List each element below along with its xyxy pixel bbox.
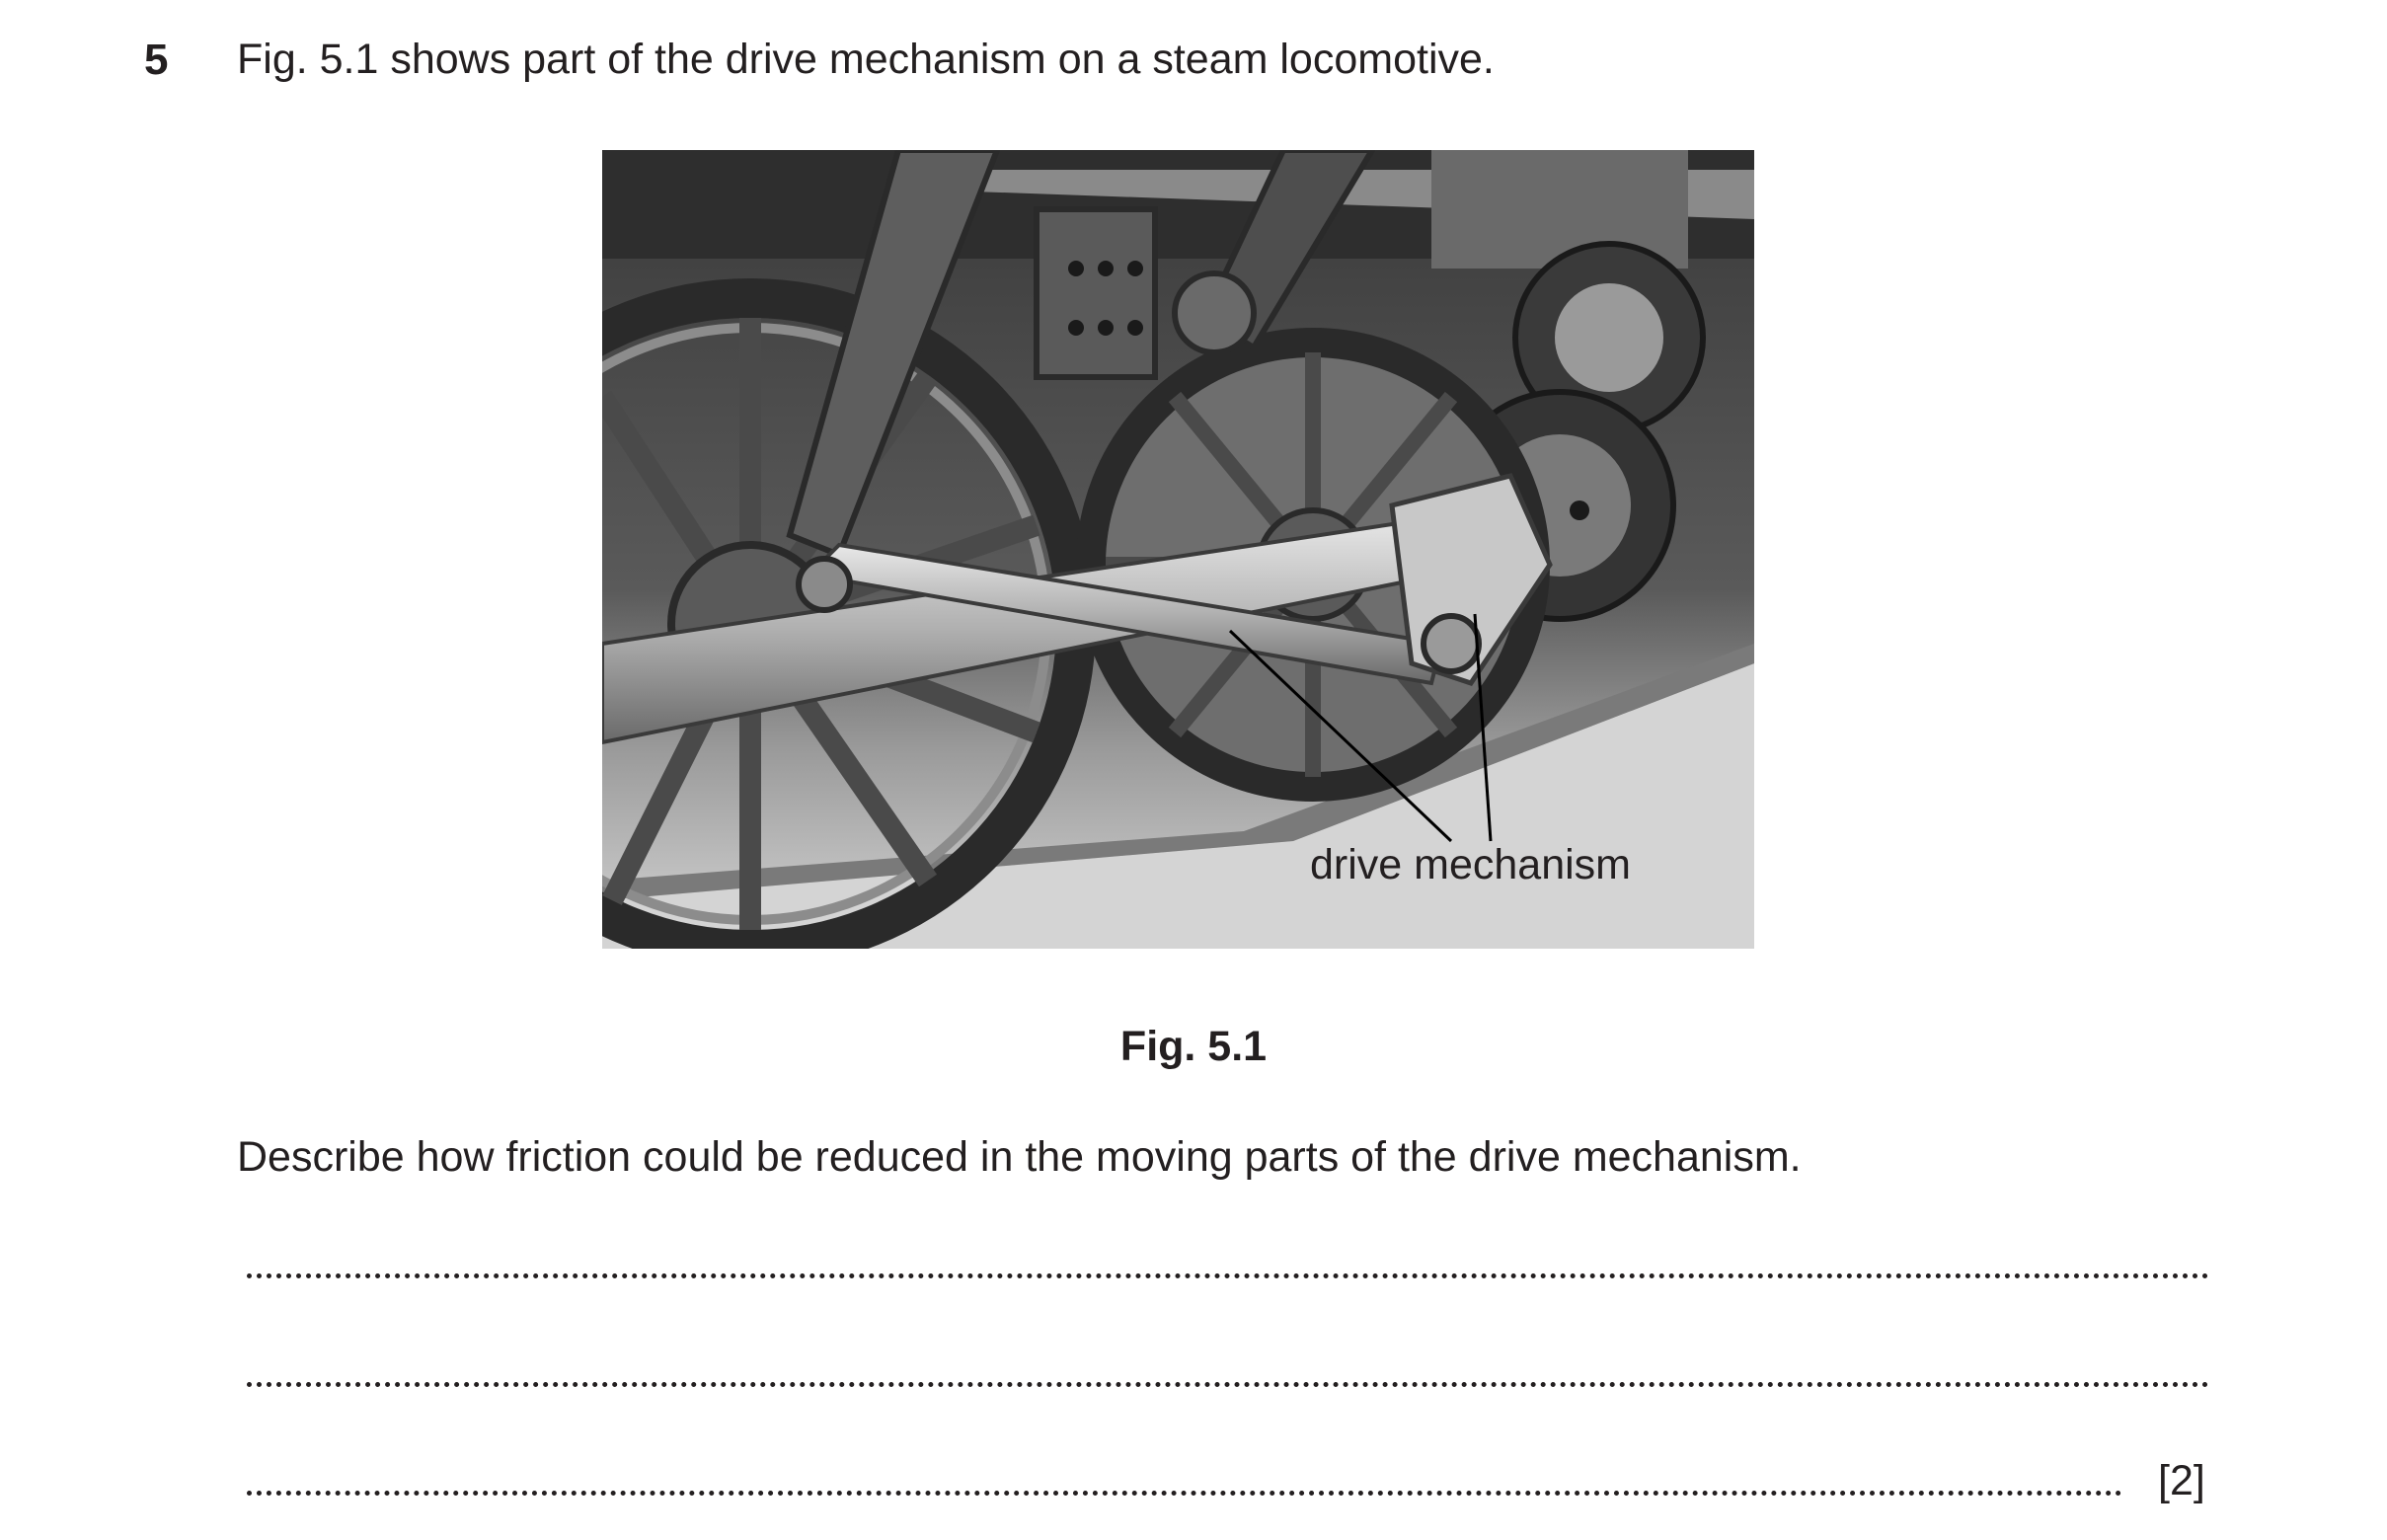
answer-line-1[interactable] <box>247 1273 2209 1278</box>
question-intro: Fig. 5.1 shows part of the drive mechanism on a steam locomotive. <box>237 36 1495 83</box>
question-number: 5 <box>144 36 169 84</box>
answer-line-3[interactable] <box>247 1491 2122 1496</box>
marks-label: [2] <box>2158 1457 2205 1504</box>
question-prompt: Describe how friction could be reduced in the moving parts of the drive mechanism. <box>237 1133 1802 1181</box>
locomotive-photo <box>602 150 1754 949</box>
figure-label: drive mechanism <box>1310 841 1631 888</box>
answer-line-2[interactable] <box>247 1382 2209 1387</box>
figure-caption: Fig. 5.1 <box>1119 1023 1268 1070</box>
